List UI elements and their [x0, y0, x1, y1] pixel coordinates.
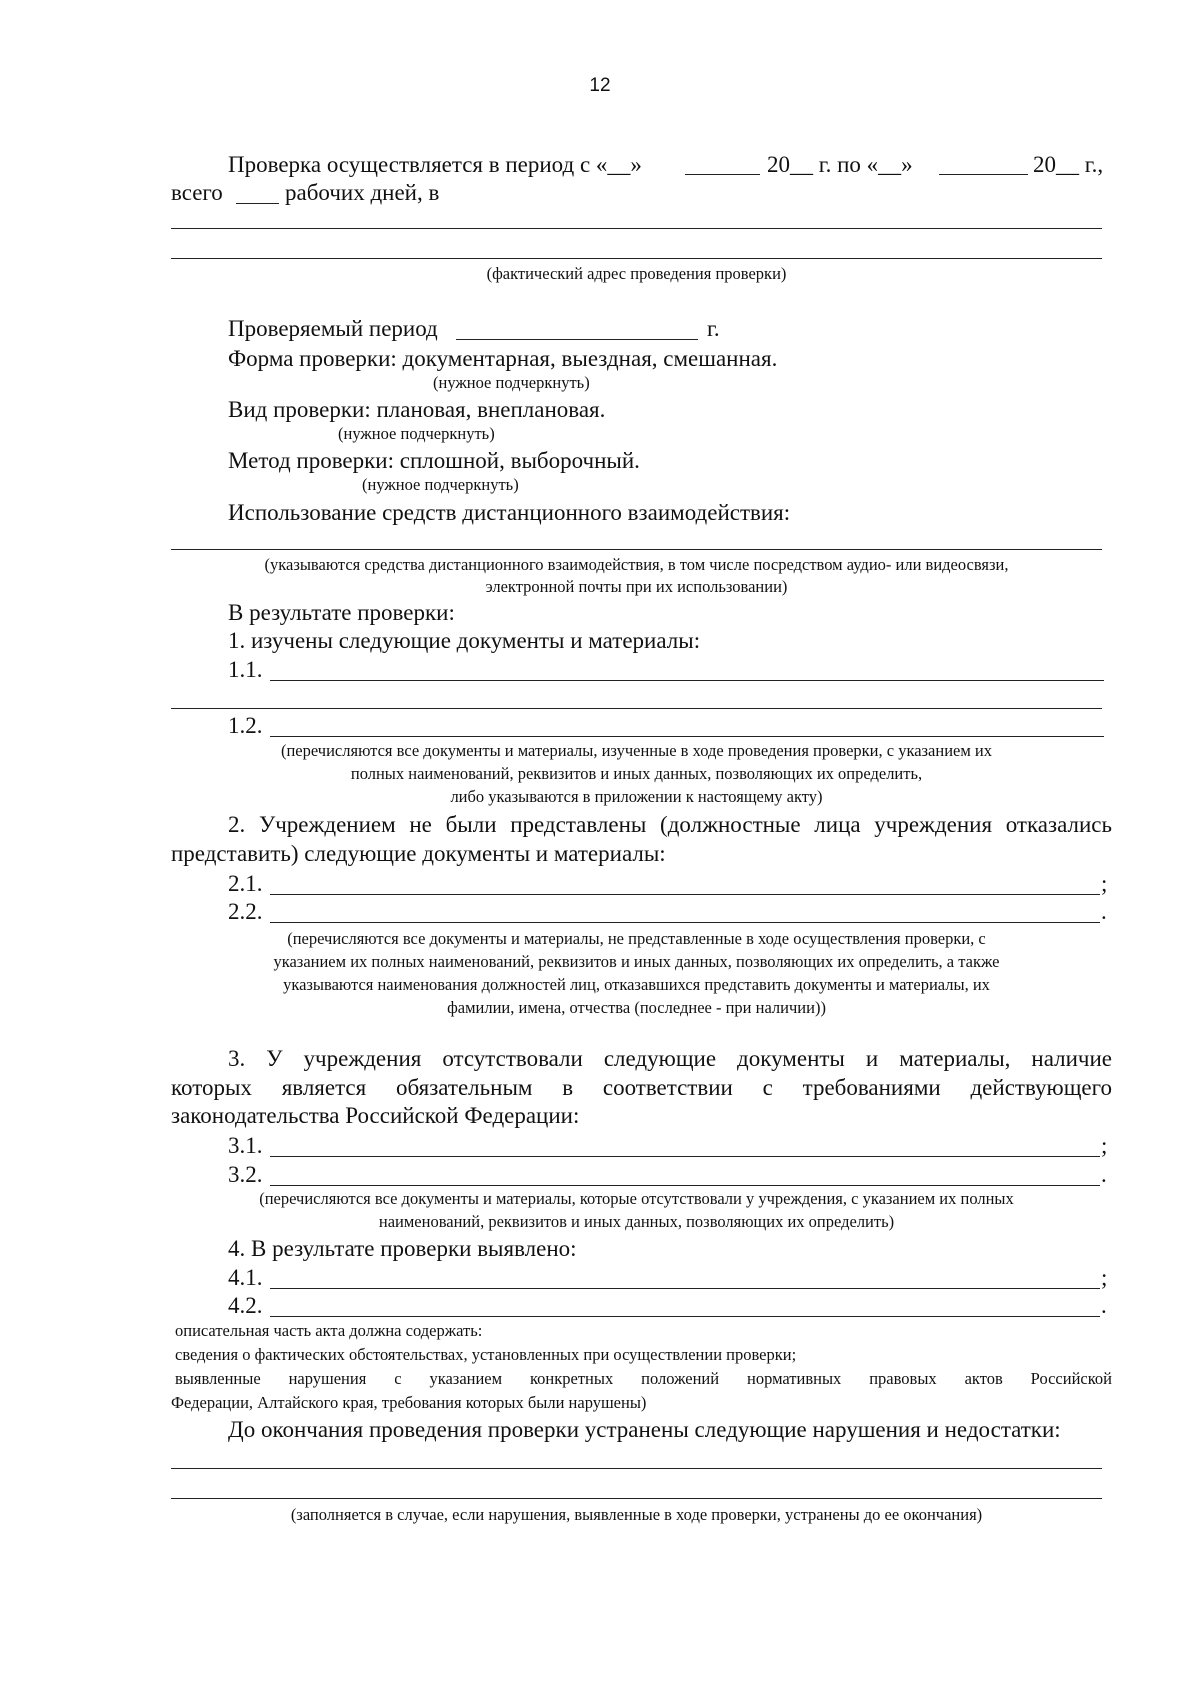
address-line-2[interactable] — [171, 258, 1102, 259]
inspection-method: Метод проверки: сплошной, выборочный. — [228, 448, 640, 473]
section2-caption-2: указанием их полных наименований, реквизитов и иных данных, позволяющих их определить, а также — [273, 952, 1000, 971]
section3-line-3: законодательства Российской Федерации: — [171, 1103, 580, 1128]
result-heading: В результате проверки: — [228, 600, 455, 625]
period-month-from-blank[interactable] — [685, 174, 760, 175]
section3-item-1: 3.1. — [228, 1133, 263, 1158]
section3-caption-2: наименований, реквизитов и иных данных, позволяющих их определить) — [378, 1212, 895, 1231]
workdays-blank[interactable] — [236, 203, 279, 204]
checked-period-label: Проверяемый период — [228, 316, 438, 341]
section2-item-1: 2.1. — [228, 871, 263, 896]
section3-line-2: которых является обязательным в соответствии с требованиями действующего — [171, 1075, 1112, 1100]
period-year-from: 20__ г. по «__» — [767, 152, 913, 177]
inspection-form-note: (нужное подчеркнуть) — [433, 373, 590, 392]
section2-item-2-end: . — [1101, 899, 1107, 924]
inspection-kind-note: (нужное подчеркнуть) — [338, 424, 495, 443]
section3-caption-1: (перечисляются все документы и материалы, которые отсутствовали у учреждения, с указанием их полных — [259, 1189, 1014, 1208]
section4-note-3: выявленные нарушения с указанием конкретных положений нормативных правовых актов Российской — [175, 1369, 1112, 1388]
section4-note-2: сведения о фактических обстоятельствах, установленных при осуществлении проверки; — [175, 1345, 797, 1364]
section3-item-2: 3.2. — [228, 1162, 263, 1187]
section3-item-1-end: ; — [1101, 1133, 1108, 1158]
item-1-2-line[interactable] — [270, 736, 1104, 737]
section2-item-1-line[interactable] — [270, 894, 1100, 895]
period-text: Проверка осуществляется в период с «__» — [228, 152, 642, 177]
address-line-1[interactable] — [171, 228, 1102, 229]
page-number: 12 — [589, 75, 611, 96]
section4-item-2-end: . — [1101, 1293, 1107, 1318]
item-1-1-line[interactable] — [270, 680, 1104, 681]
section4-note-4: Федерации, Алтайского края, требования которых были нарушены) — [171, 1393, 647, 1412]
section4-item-2-line[interactable] — [270, 1316, 1100, 1317]
inspection-method-note: (нужное подчеркнуть) — [362, 475, 519, 494]
section2-caption-3: указываются наименования должностей лиц, отказавшихся представить документы и материалы, их — [283, 975, 990, 994]
section3-line-1: 3. У учреждения отсутствовали следующие документы и материалы, наличие — [228, 1046, 1112, 1071]
section4-note-1: описательная часть акта должна содержать: — [175, 1321, 483, 1340]
section4-item-2: 4.2. — [228, 1293, 263, 1318]
section2-caption-1: (перечисляются все документы и материалы, не представленные в ходе осуществления проверки, с — [287, 929, 986, 948]
section4-item-1-line[interactable] — [270, 1288, 1100, 1289]
result-caption-1: (перечисляются все документы и материалы, изученные в ходе проведения проверки, с указанием их — [280, 741, 993, 760]
inspection-form: Форма проверки: документарная, выездная, смешанная. — [228, 346, 778, 371]
remote-interaction-line[interactable] — [171, 549, 1102, 550]
address-caption: (фактический адрес проведения проверки) — [486, 264, 787, 283]
section2-line-1: 2. Учреждением не были представлены (должностные лица учреждения отказались — [228, 812, 1112, 837]
remote-interaction-label: Использование средств дистанционного взаимодействия: — [228, 500, 791, 525]
total-label: всего — [171, 180, 223, 205]
result-caption-2: полных наименований, реквизитов и иных данных, позволяющих их определить, — [350, 764, 923, 783]
section2-line-2: представить) следующие документы и материалы: — [171, 841, 666, 866]
section2-item-2-line[interactable] — [270, 922, 1100, 923]
remote-caption-1: (указываются средства дистанционного взаимодействия, в том числе посредством аудио- или видеосвязи, — [264, 555, 1009, 574]
result-item-1-1: 1.1. — [228, 657, 263, 682]
section3-item-2-end: . — [1101, 1162, 1107, 1187]
section2-caption-4: фамилии, имена, отчества (последнее - при наличии)) — [447, 998, 826, 1017]
item-1-1-line-2[interactable] — [171, 708, 1102, 709]
remote-caption-2: электронной почты при их использовании) — [485, 577, 788, 596]
inspection-kind: Вид проверки: плановая, внеплановая. — [228, 397, 606, 422]
section2-item-2: 2.2. — [228, 899, 263, 924]
section4-line-1: 4. В результате проверки выявлено: — [228, 1236, 577, 1261]
period-month-to-blank[interactable] — [939, 174, 1028, 175]
checked-period-suffix: г. — [707, 316, 720, 341]
section4-item-1-end: ; — [1101, 1265, 1108, 1290]
fixed-violations-label: До окончания проведения проверки устранены следующие нарушения и недостатки: — [228, 1417, 1061, 1442]
result-item-1-2: 1.2. — [228, 713, 263, 738]
fixed-caption: (заполняется в случае, если нарушения, выявленные в ходе проверки, устранены до ее окончания) — [290, 1505, 983, 1524]
result-caption-3: либо указываются в приложении к настоящему акту) — [450, 787, 823, 806]
fixed-line-1[interactable] — [171, 1468, 1102, 1469]
period-year-to: 20__ г., — [1033, 152, 1104, 177]
checked-period-blank[interactable] — [456, 339, 698, 340]
section3-item-2-line[interactable] — [270, 1185, 1100, 1186]
fixed-line-2[interactable] — [171, 1498, 1102, 1499]
result-item-1: 1. изучены следующие документы и материалы: — [228, 628, 701, 653]
section2-item-1-end: ; — [1101, 871, 1108, 896]
workdays-label: рабочих дней, в — [285, 180, 440, 205]
section4-item-1: 4.1. — [228, 1265, 263, 1290]
section3-item-1-line[interactable] — [270, 1156, 1100, 1157]
